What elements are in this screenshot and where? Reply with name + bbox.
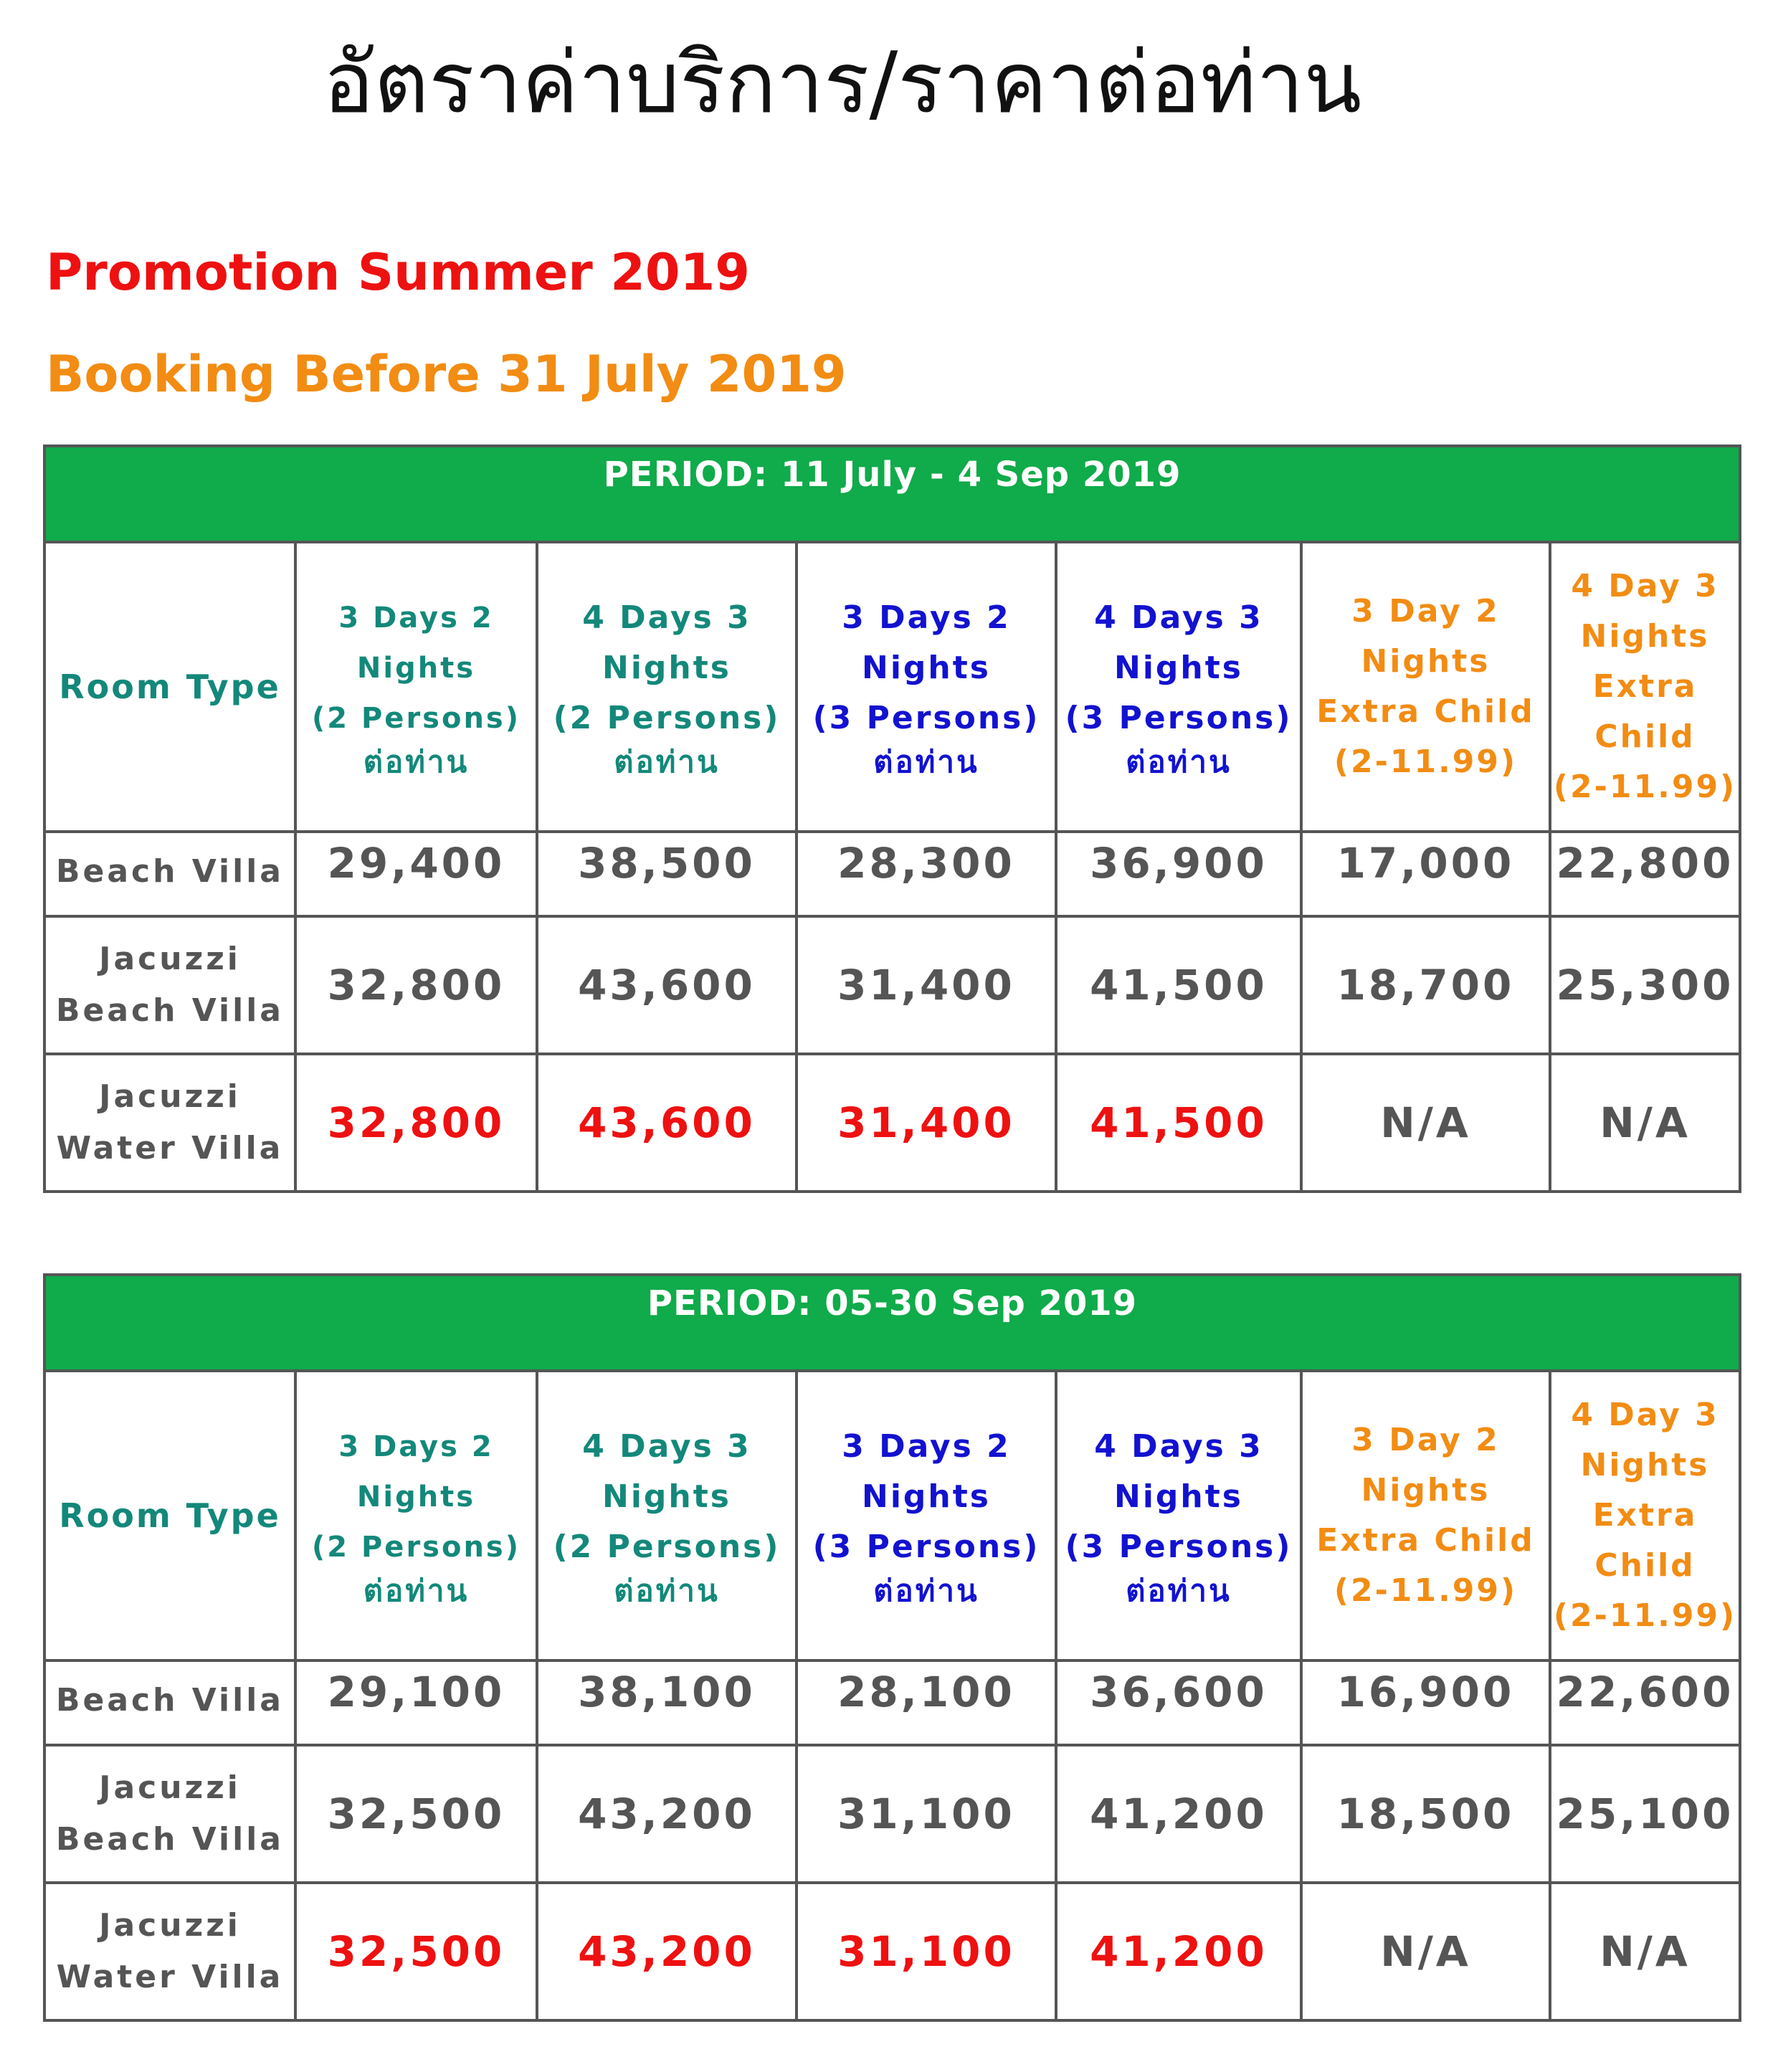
price-cell: 25,100 (1550, 1745, 1740, 1883)
header-line: 3 Days 2 (338, 1430, 494, 1463)
header-line: Extra (1592, 1497, 1698, 1534)
header-line: 4 Day 3 (1571, 1397, 1719, 1433)
rate-table-period-2 (43, 1273, 1741, 2022)
room-name-line: Jacuzzi (99, 941, 241, 977)
header-line: Nights (1114, 650, 1243, 686)
header-line: 3 Days 2 (842, 599, 1011, 636)
col-3d2n-3p-header (797, 1371, 1056, 1660)
table-row (44, 916, 1740, 1054)
price-cell-highlight: 43,600 (537, 1054, 797, 1192)
col-4d3n-child-header (1550, 1371, 1740, 1660)
col-4d3n-3p-header (1056, 1371, 1301, 1660)
price-cell: 18,500 (1301, 1745, 1550, 1883)
header-line: 3 Days 2 (842, 1428, 1011, 1465)
col-3d2n-child-header (1301, 542, 1550, 832)
header-line: Child (1594, 1547, 1696, 1584)
price-cell: 29,100 (295, 1660, 537, 1745)
room-name (44, 1745, 295, 1883)
col-4d3n-3p-header (1056, 542, 1301, 832)
header-line: Nights (602, 1478, 731, 1515)
header-line: ต่อท่าน (363, 1573, 470, 1608)
table-row (44, 1054, 1740, 1192)
page-title: อัตราค่าบริการ/ราคาต่อท่าน (323, 33, 1362, 132)
header-line: ต่อท่าน (614, 744, 720, 779)
price-cell: 38,100 (537, 1660, 797, 1745)
table-row (44, 832, 1740, 916)
price-cell: 43,600 (537, 916, 797, 1054)
header-line: ต่อท่าน (1126, 744, 1232, 779)
header-line: 4 Days 3 (1094, 1428, 1263, 1465)
price-cell-highlight: 31,100 (797, 1883, 1056, 2020)
header-line: (3 Persons) (812, 700, 1040, 736)
header-line: Nights (862, 650, 991, 686)
header-line: Nights (1361, 643, 1491, 680)
column-header-row (44, 542, 1740, 832)
header-line: Nights (356, 1481, 476, 1513)
header-line: ต่อท่าน (873, 1573, 979, 1608)
col-3d2n-2p-header (295, 1371, 537, 1660)
header-line: ต่อท่าน (363, 744, 470, 779)
header-line: 4 Day 3 (1571, 568, 1719, 604)
price-cell: 32,500 (295, 1745, 537, 1883)
header-line: (2 Persons) (553, 1529, 781, 1565)
price-cell: 16,900 (1301, 1660, 1550, 1745)
header-line: Nights (1114, 1478, 1243, 1515)
header-line: Extra Child (1316, 1522, 1535, 1559)
price-cell: 36,900 (1056, 832, 1301, 916)
header-line: ต่อท่าน (1126, 1573, 1232, 1608)
header-line: 4 Days 3 (582, 599, 751, 636)
price-cell: 32,800 (295, 916, 537, 1054)
header-line: Nights (862, 1478, 991, 1515)
room-name (44, 1054, 295, 1192)
room-name-line: Water Villa (56, 1959, 284, 1995)
header-line: ต่อท่าน (614, 1573, 720, 1608)
table-row (44, 1660, 1740, 1745)
header-line: Nights (356, 652, 476, 685)
header-line: (3 Persons) (812, 1529, 1040, 1565)
table-row (44, 1745, 1740, 1883)
price-cell-highlight: 32,800 (295, 1054, 537, 1192)
header-line: Extra (1592, 668, 1698, 705)
price-cell-highlight: 31,400 (797, 1054, 1056, 1192)
header-line: 3 Day 2 (1351, 593, 1500, 629)
room-name-line: Jacuzzi (99, 1078, 241, 1115)
price-cell: 17,000 (1301, 832, 1550, 916)
room-name (44, 916, 295, 1054)
price-cell: N/A (1550, 1883, 1740, 2020)
price-cell: 41,200 (1056, 1745, 1301, 1883)
price-cell: 31,100 (797, 1745, 1056, 1883)
header-line: (2-11.99) (1553, 769, 1737, 805)
room-name-line: Jacuzzi (99, 1907, 241, 1944)
header-line: Extra Child (1316, 693, 1535, 730)
room-name-line: Water Villa (56, 1130, 284, 1166)
col-4d3n-2p-header (537, 542, 797, 832)
col-3d2n-2p-header (295, 542, 537, 832)
price-cell-highlight: 41,200 (1056, 1883, 1301, 2020)
header-line: (2 Persons) (311, 1531, 521, 1564)
header-line: (2 Persons) (553, 700, 781, 736)
price-cell: 22,800 (1550, 832, 1740, 916)
header-line: (2-11.99) (1553, 1597, 1737, 1634)
room-type-header: Room Type (44, 1371, 295, 1660)
room-name-line: Beach Villa (55, 992, 284, 1029)
header-line: 3 Days 2 (338, 602, 494, 635)
header-line: Nights (1580, 1447, 1710, 1483)
table-row (44, 1883, 1740, 2020)
room-name-line: Beach Villa (55, 1821, 284, 1858)
header-line: Nights (602, 650, 731, 686)
header-line: (3 Persons) (1065, 700, 1293, 736)
price-cell: 31,400 (797, 916, 1056, 1054)
price-cell: N/A (1550, 1054, 1740, 1192)
room-name: Beach Villa (44, 832, 295, 916)
col-3d2n-3p-header (797, 542, 1056, 832)
price-cell-highlight: 41,500 (1056, 1054, 1301, 1192)
price-cell-highlight: 43,200 (537, 1883, 797, 2020)
price-cell: 29,400 (295, 832, 537, 916)
column-header-row (44, 1371, 1740, 1660)
header-line: (2-11.99) (1334, 743, 1518, 780)
header-line: Child (1594, 718, 1696, 755)
price-cell: 28,300 (797, 832, 1056, 916)
price-cell: 22,600 (1550, 1660, 1740, 1745)
promotion-heading: Promotion Summer 2019 (46, 243, 751, 302)
price-cell-highlight: 32,500 (295, 1883, 537, 2020)
price-cell: N/A (1301, 1883, 1550, 2020)
col-3d2n-child-header (1301, 1371, 1550, 1660)
price-cell: 28,100 (797, 1660, 1056, 1745)
room-name: Beach Villa (44, 1660, 295, 1745)
price-cell: 38,500 (537, 832, 797, 916)
price-cell: 18,700 (1301, 916, 1550, 1054)
room-name (44, 1883, 295, 2020)
price-cell: N/A (1301, 1054, 1550, 1192)
header-line: 4 Days 3 (1094, 599, 1263, 636)
room-type-header: Room Type (44, 542, 295, 832)
header-line: ต่อท่าน (873, 744, 979, 779)
header-line: 3 Day 2 (1351, 1422, 1500, 1458)
period-header: PERIOD: 11 July - 4 Sep 2019 (44, 446, 1740, 542)
header-line: Nights (1580, 618, 1710, 655)
period-header: PERIOD: 05-30 Sep 2019 (44, 1275, 1740, 1371)
rate-table-period-1 (43, 445, 1741, 1193)
col-4d3n-child-header (1550, 542, 1740, 832)
price-cell: 43,200 (537, 1745, 797, 1883)
price-cell: 36,600 (1056, 1660, 1301, 1745)
header-line: (2 Persons) (311, 702, 521, 735)
price-cell: 41,500 (1056, 916, 1301, 1054)
booking-deadline: Booking Before 31 July 2019 (46, 345, 847, 404)
room-name-line: Jacuzzi (99, 1769, 241, 1806)
price-cell: 25,300 (1550, 916, 1740, 1054)
col-4d3n-2p-header (537, 1371, 797, 1660)
header-line: Nights (1361, 1472, 1491, 1508)
header-line: 4 Days 3 (582, 1428, 751, 1465)
header-line: (2-11.99) (1334, 1572, 1518, 1609)
header-line: (3 Persons) (1065, 1529, 1293, 1565)
